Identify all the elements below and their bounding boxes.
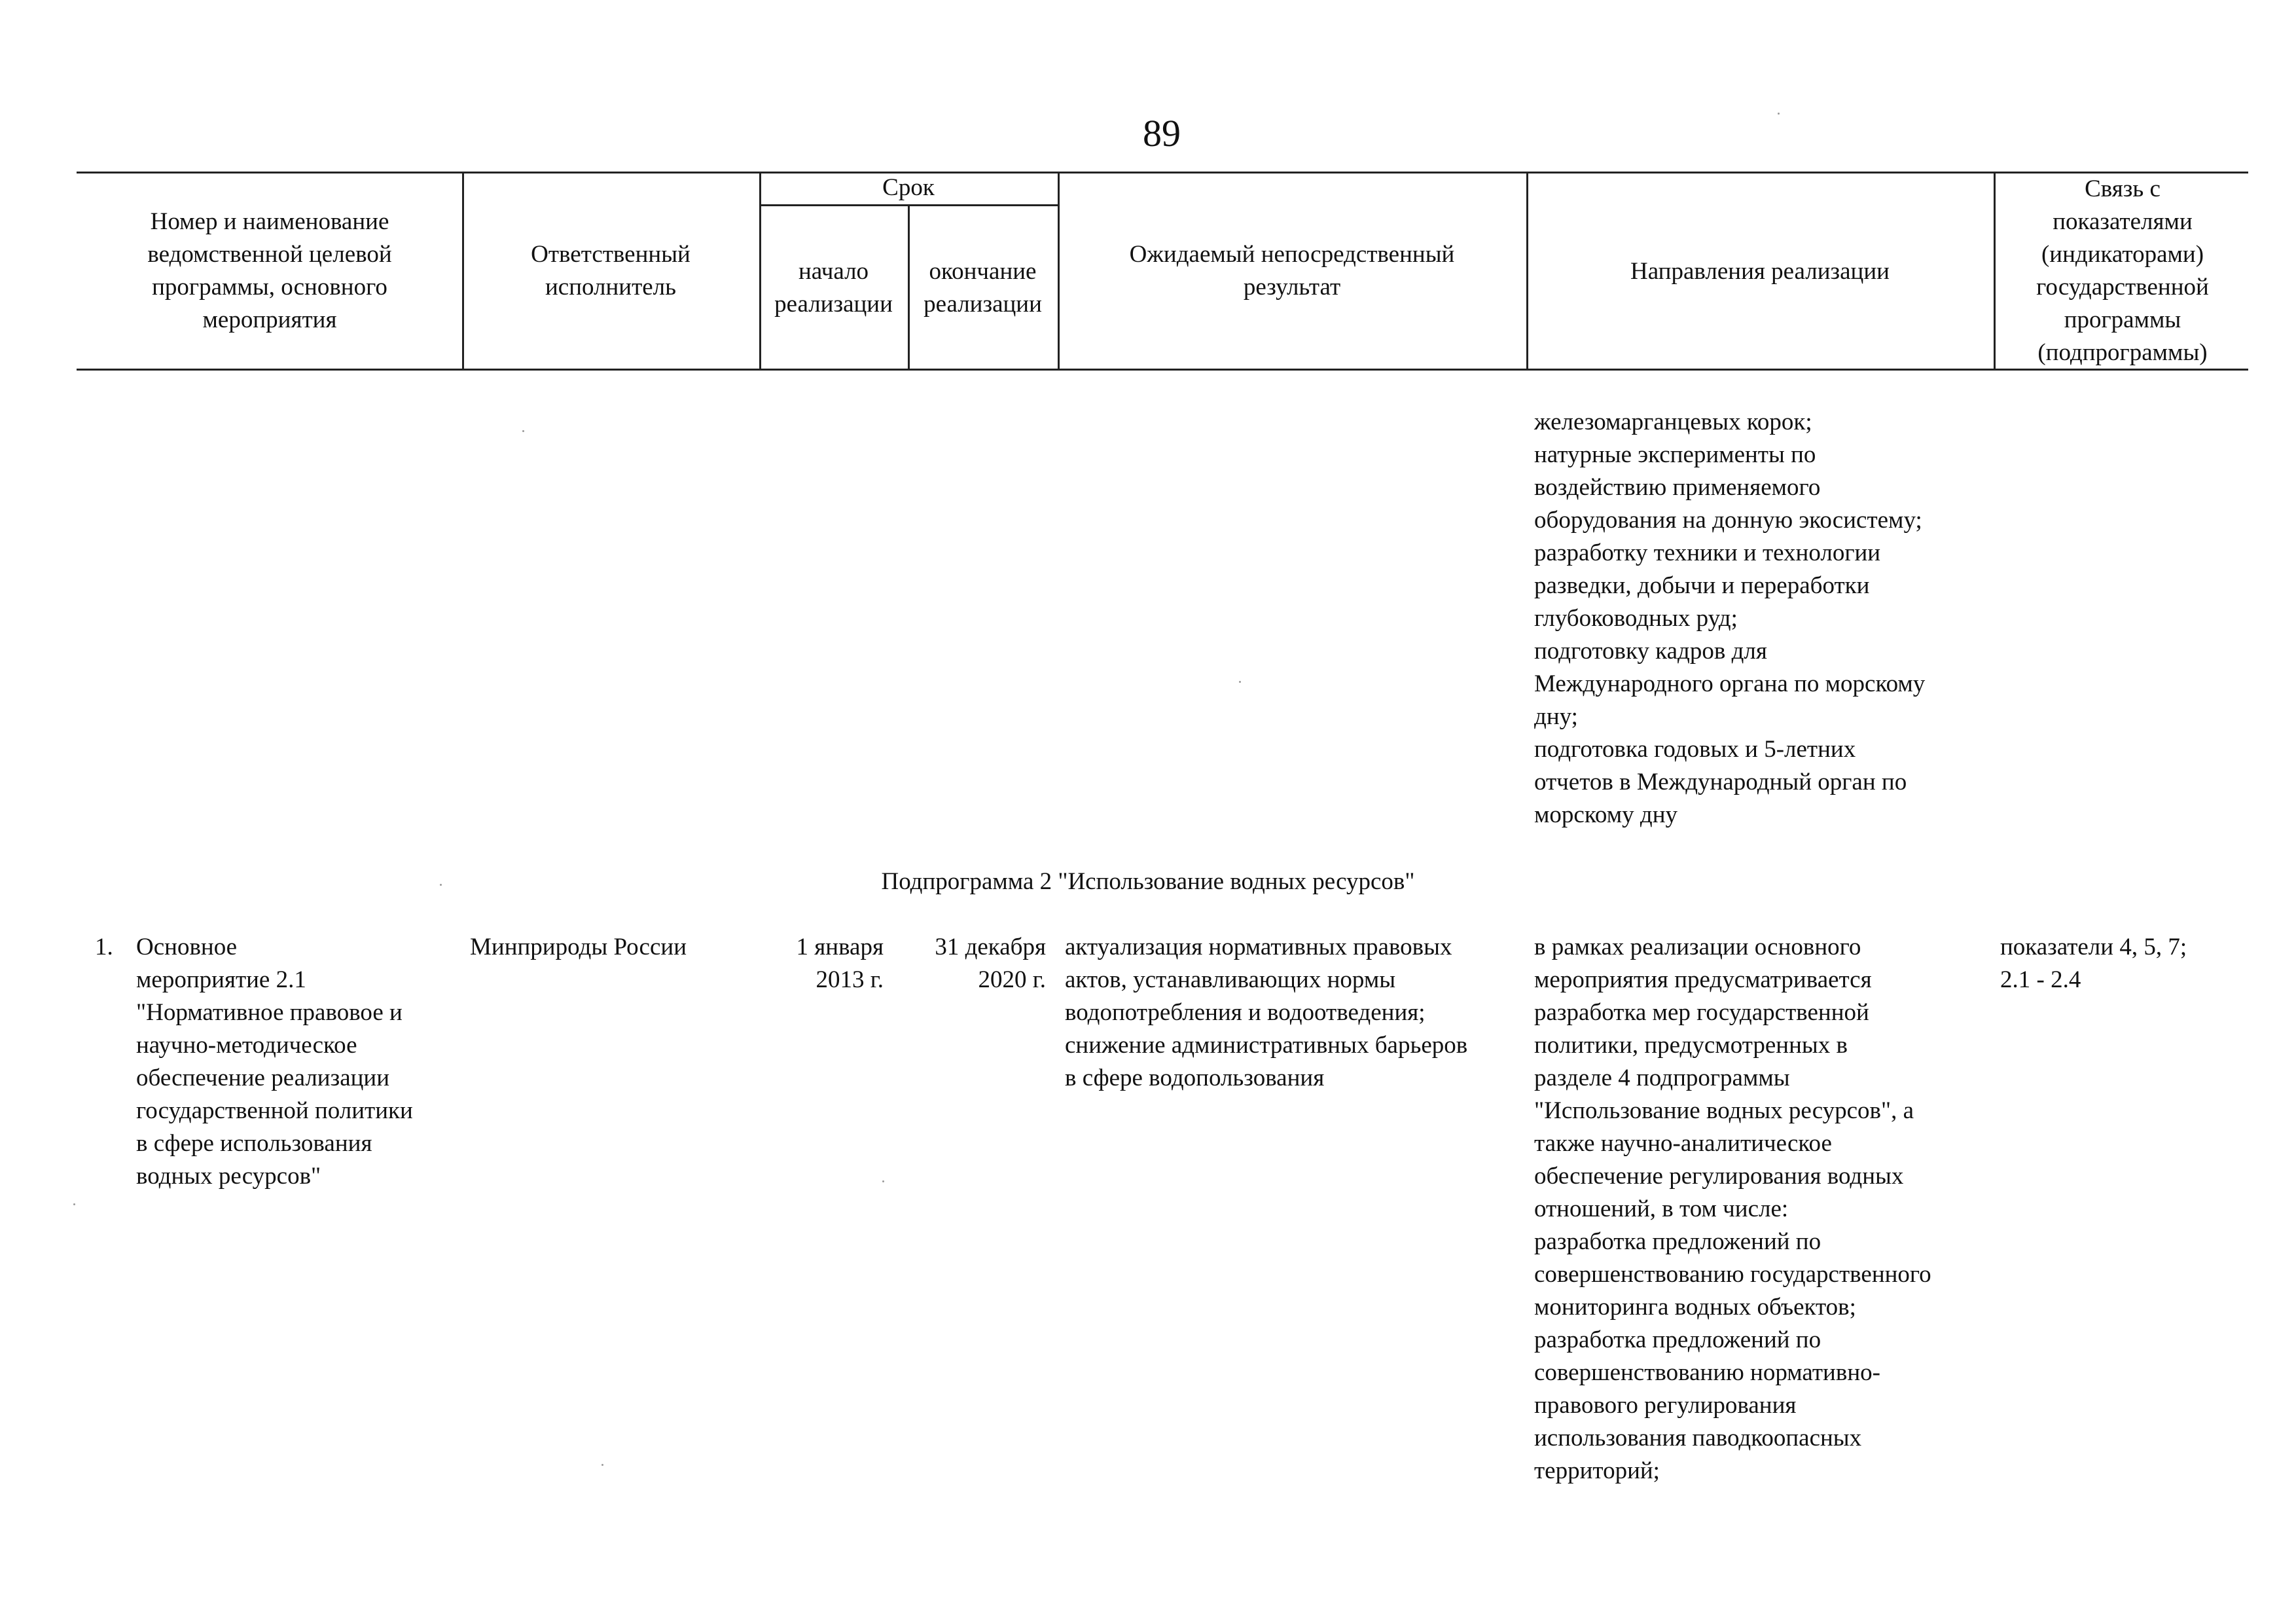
row-end-date: 31 декабря 2020 г. [935, 934, 1046, 993]
scan-speck [882, 1180, 884, 1182]
page-number: 89 [1143, 112, 1181, 155]
header-start: начало реализации [774, 258, 893, 318]
header-expected-result: Ожидаемый непосредственный результат [1129, 241, 1455, 301]
continuation-directions: железомарганцевых корок; натурные эксперименты по воздействию применяемого оборудования на донную экосистему; разработку техники и технологии разведки, добычи и переработки глубоководных руд; подготовку кадров для Международного органа по морскому дну; подготовка годовых и 5-летних отчетов в Международный орган по морскому дну [1534, 409, 1926, 828]
row-start-date: 1 января 2013 г. [796, 934, 884, 993]
header-srok: Срок [882, 174, 935, 201]
row-number: 1. [95, 934, 113, 960]
scan-speck [440, 884, 442, 886]
row-program-name: Основное мероприятие 2.1 "Нормативное правовое и научно-методическое обеспечение реализации государственной политики в сфере использования водных ресурсов" [136, 934, 413, 1190]
header-top-border [77, 172, 2248, 173]
header-directions: Направления реализации [1630, 258, 1890, 285]
header-end: окончание реализации [924, 258, 1042, 318]
header-indicators-link: Связь с показателями (индикаторами) государственной программы (подпрограммы) [2036, 175, 2209, 366]
header-bottom-border [77, 369, 2248, 371]
header-executor: Ответственный исполнитель [531, 241, 691, 301]
scan-speck [1778, 113, 1780, 115]
row-expected-result: актуализация нормативных правовых актов, устанавливающих нормы водопотребления и водоотведения; снижение административных барьеров в сфере водопользования [1065, 934, 1468, 1091]
header-program-name: Номер и наименование ведомственной целевой программы, основного мероприятия [147, 208, 392, 333]
scan-speck [522, 430, 524, 432]
row-indicators: показатели 4, 5, 7; 2.1 - 2.4 [2000, 934, 2187, 993]
scan-speck [1239, 681, 1241, 683]
scan-speck [73, 1203, 75, 1205]
scan-speck [601, 1464, 603, 1466]
row-executor: Минприроды России [470, 934, 687, 960]
subprogram-title: Подпрограмма 2 "Использование водных ресурсов" [881, 868, 1415, 895]
row-directions: в рамках реализации основного мероприятия предусматривается разработка мер государственной политики, предусмотренных в разделе 4 подпрограммы "Использование водных ресурсов", а также научно-аналитическое обеспечение регулирования водных отношений, в том числе: разработка предложений по совершенствованию государственного мониторинга водных объектов; разработка предложений по совершенствованию нормативно- правового регулирования использования паводкоопасных территорий; [1534, 934, 1931, 1484]
